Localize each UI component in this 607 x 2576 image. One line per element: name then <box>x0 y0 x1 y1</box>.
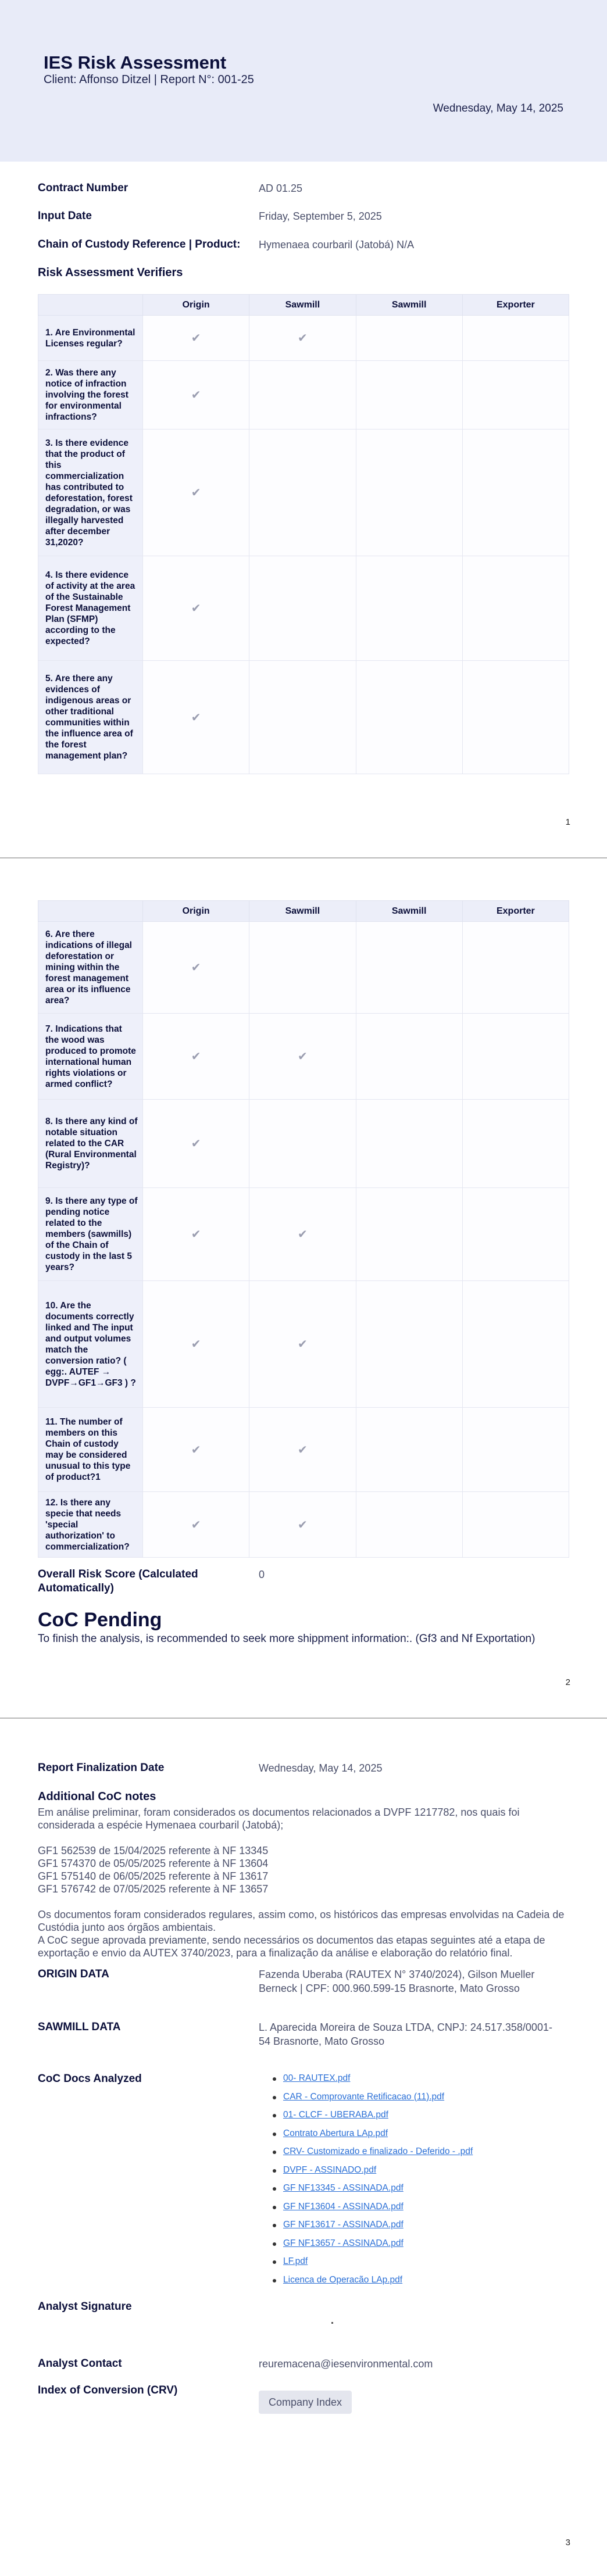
empty-cell <box>249 556 356 661</box>
doc-link[interactable]: GF NF13604 - ASSINADA.pdf <box>283 2201 404 2212</box>
empty-cell <box>356 1492 462 1558</box>
empty-cell <box>249 361 356 430</box>
col-origin: Origin <box>143 295 249 316</box>
check-icon: ✔ <box>143 361 249 430</box>
page-number-1: 1 <box>565 817 570 827</box>
doc-link[interactable]: Contrato Abertura LAp.pdf <box>283 2128 388 2138</box>
empty-cell <box>356 430 462 556</box>
doc-link[interactable]: GF NF13657 - ASSINADA.pdf <box>283 2238 404 2248</box>
question-cell: 4. Is there evidence of activity at the area of the Sustainable Forest Management Plan (SFMP) according to the expected? <box>38 556 143 661</box>
empty-cell <box>356 1100 462 1188</box>
empty-cell <box>356 661 462 774</box>
empty-cell <box>462 1492 569 1558</box>
table-row <box>38 922 569 1014</box>
empty-cell <box>462 556 569 661</box>
table-row <box>38 556 569 661</box>
docs-label: CoC Docs Analyzed <box>38 2073 142 2085</box>
coc-pending-text: To finish the analysis, is recommended to seek more shippment information:. (Gf3 and Nf Exportation) <box>38 1633 535 1645</box>
col-sawmill-2: Sawmill <box>356 901 462 922</box>
finalization-value: Wednesday, May 14, 2025 <box>259 1762 383 1774</box>
col-sawmill-1: Sawmill <box>249 901 356 922</box>
docs-list <box>270 2073 561 2293</box>
check-icon: ✔ <box>249 1188 356 1281</box>
page-number-3: 3 <box>565 2538 570 2548</box>
empty-cell <box>356 1014 462 1100</box>
report-title: IES Risk Assessment <box>44 52 227 73</box>
question-cell: 1. Are Environmental Licenses regular? <box>38 316 143 361</box>
table-row <box>38 1188 569 1281</box>
empty-cell <box>462 1188 569 1281</box>
notes-paragraph-2: Os documentos foram considerados regulares, assim como, os históricos das empresas envolvidas na Cadeia de Custódia junto aos órgãos ambientais. <box>38 1909 565 1933</box>
finalization-label: Report Finalization Date <box>38 1762 165 1774</box>
contact-value: reuremacena@iesenvironmental.com <box>259 2358 433 2370</box>
doc-link[interactable]: CAR - Comprovante Retificacao (11).pdf <box>283 2091 445 2102</box>
doc-link[interactable]: DVPF - ASSINADO.pdf <box>283 2164 377 2175</box>
empty-cell <box>462 1408 569 1492</box>
empty-cell <box>462 430 569 556</box>
table-row <box>38 1100 569 1188</box>
empty-cell <box>249 661 356 774</box>
risk-table-page-2 <box>38 900 569 1558</box>
contract-value: AD 01.25 <box>259 183 303 194</box>
signature-label: Analyst Signature <box>38 2300 132 2313</box>
signature-mark <box>331 2322 333 2324</box>
doc-link[interactable]: 00- RAUTEX.pdf <box>283 2073 351 2083</box>
report-subtitle: Client: Affonso Ditzel | Report N°: 001-25 <box>44 73 254 86</box>
col-sawmill-1: Sawmill <box>249 295 356 316</box>
table-row <box>38 316 569 361</box>
doc-link[interactable]: Licenca de Operacão LAp.pdf <box>283 2274 403 2285</box>
doc-link[interactable]: LF.pdf <box>283 2256 308 2266</box>
list-item <box>270 2238 561 2257</box>
contract-label: Contract Number <box>38 182 128 194</box>
empty-cell <box>356 922 462 1014</box>
table-row <box>38 361 569 430</box>
check-icon: ✔ <box>249 1014 356 1100</box>
table-row <box>38 1281 569 1408</box>
question-cell: 9. Is there any type of pending notice related to the members (sawmills) of the Chain of custody in the last 5 years? <box>38 1188 143 1281</box>
company-index-button[interactable]: Company Index <box>259 2391 352 2414</box>
table-corner <box>38 295 143 316</box>
question-cell: 6. Are there indications of illegal deforestation or mining within the forest management area or its influence area? <box>38 922 143 1014</box>
doc-link[interactable]: CRV- Customizado e finalizado - Deferido - .pdf <box>283 2146 473 2156</box>
question-cell: 10. Are the documents correctly linked and The input and output volumes match the conversion ratio? ( egg:. AUTEF → DVPF→GF1→GF3 ) ? <box>38 1281 143 1408</box>
check-icon: ✔ <box>143 661 249 774</box>
notes-paragraph-1: Em análise preliminar, foram considerados os documentos relacionados a DVPF 1217782, nos quais foi considerada a espécie Hymenaea courbaril (Jatobá); <box>38 1806 520 1831</box>
question-cell: 11. The number of members on this Chain of custody may be considered unusual to this type of product?1 <box>38 1408 143 1492</box>
list-item <box>270 2092 561 2110</box>
check-icon: ✔ <box>143 1188 249 1281</box>
list-item <box>270 2073 561 2092</box>
report-date: Wednesday, May 14, 2025 <box>433 102 563 115</box>
check-icon: ✔ <box>143 1408 249 1492</box>
empty-cell <box>462 1014 569 1100</box>
notes-gf-line: GF1 575140 de 06/05/2025 referente à NF 13617 <box>38 1870 269 1882</box>
table-row <box>38 1492 569 1558</box>
table-row <box>38 430 569 556</box>
empty-cell <box>249 430 356 556</box>
empty-cell <box>462 1100 569 1188</box>
risk-table-page-1 <box>38 294 569 774</box>
report-header <box>0 0 607 162</box>
empty-cell <box>356 1281 462 1408</box>
empty-cell <box>356 556 462 661</box>
empty-cell <box>462 316 569 361</box>
empty-cell <box>249 1100 356 1188</box>
question-cell: 7. Indications that the wood was produced to promote international human rights violations or armed conflict? <box>38 1014 143 1100</box>
risk-score-value: 0 <box>259 1569 265 1580</box>
check-icon: ✔ <box>249 1408 356 1492</box>
empty-cell <box>462 922 569 1014</box>
question-cell: 5. Are there any evidences of indigenous areas or other traditional communities within the influence area of the forest management plan? <box>38 661 143 774</box>
coc-reference-value: Hymenaea courbaril (Jatobá) N/A <box>259 239 415 251</box>
table-row <box>38 661 569 774</box>
sawmill-value: L. Aparecida Moreira de Souza LTDA, CNPJ: 24.517.358/0001-54 Brasnorte, Mato Grosso <box>259 2022 552 2047</box>
sawmill-label: SAWMILL DATA <box>38 2021 121 2033</box>
notes-paragraph-3: A CoC segue aprovada previamente, sendo necessários os documentos das etapas seguintes até a etapa de exportação e envio da AUTEX 3740/2023, para a finalização da análise e elaboração do relatório final. <box>38 1934 545 1959</box>
col-exporter: Exporter <box>462 901 569 922</box>
empty-cell <box>356 361 462 430</box>
notes-gf-line: GF1 574370 de 05/05/2025 referente à NF 13604 <box>38 1858 269 1869</box>
empty-cell <box>462 361 569 430</box>
check-icon: ✔ <box>249 1492 356 1558</box>
list-item <box>270 2165 561 2184</box>
table-corner <box>38 901 143 922</box>
check-icon: ✔ <box>249 316 356 361</box>
list-item <box>270 2183 561 2202</box>
doc-link[interactable]: 01- CLCF - UBERABA.pdf <box>283 2110 388 2120</box>
risk-score-label: Overall Risk Score (Calculated Automatically) <box>38 1568 198 1594</box>
input-date-value: Friday, September 5, 2025 <box>259 210 382 222</box>
coc-reference-label: Chain of Custody Reference | Product: <box>38 238 241 251</box>
list-item <box>270 2202 561 2220</box>
list-item <box>270 2275 561 2294</box>
check-icon: ✔ <box>143 1281 249 1408</box>
check-icon: ✔ <box>143 556 249 661</box>
page-number-2: 2 <box>565 1677 570 1687</box>
list-item <box>270 2146 561 2165</box>
col-sawmill-2: Sawmill <box>356 295 462 316</box>
question-cell: 8. Is there any kind of notable situation related to the CAR (Rural Environmental Registry)? <box>38 1100 143 1188</box>
notes-heading: Additional CoC notes <box>38 1790 156 1803</box>
table-row <box>38 1408 569 1492</box>
notes-gf-line: GF1 576742 de 07/05/2025 referente à NF 13657 <box>38 1883 269 1895</box>
list-item <box>270 2128 561 2147</box>
coc-pending-title: CoC Pending <box>38 1609 162 1631</box>
input-date-label: Input Date <box>38 210 92 222</box>
check-icon: ✔ <box>143 1492 249 1558</box>
empty-cell <box>462 661 569 774</box>
check-icon: ✔ <box>143 1014 249 1100</box>
notes-gf-line: GF1 562539 de 15/04/2025 referente à NF 13345 <box>38 1845 269 1856</box>
col-origin: Origin <box>143 901 249 922</box>
empty-cell <box>356 316 462 361</box>
doc-link[interactable]: GF NF13345 - ASSINADA.pdf <box>283 2183 404 2193</box>
question-cell: 3. Is there evidence that the product of this commercialization has contributed to deforestation, forest degradation, or was illegally harvested after december 31,2020? <box>38 430 143 556</box>
page-divider-2 <box>0 1718 607 1719</box>
check-icon: ✔ <box>143 316 249 361</box>
empty-cell <box>356 1188 462 1281</box>
origin-label: ORIGIN DATA <box>38 1968 109 1980</box>
list-item <box>270 2220 561 2238</box>
crv-label: Index of Conversion (CRV) <box>38 2384 178 2396</box>
col-exporter: Exporter <box>462 295 569 316</box>
list-item <box>270 2256 561 2275</box>
question-cell: 12. Is there any specie that needs 'special authorization' to commercialization? <box>38 1492 143 1558</box>
check-icon: ✔ <box>143 922 249 1014</box>
empty-cell <box>249 922 356 1014</box>
origin-value: Fazenda Uberaba (RAUTEX N° 3740/2024), Gilson Mueller Berneck | CPF: 000.960.599-15 Brasnorte, Mato Grosso <box>259 1969 535 1994</box>
check-icon: ✔ <box>249 1281 356 1408</box>
question-cell: 2. Was there any notice of infraction involving the forest for environmental infractions? <box>38 361 143 430</box>
list-item <box>270 2110 561 2128</box>
table-row <box>38 1014 569 1100</box>
empty-cell <box>462 1281 569 1408</box>
check-icon: ✔ <box>143 430 249 556</box>
contact-label: Analyst Contact <box>38 2357 122 2370</box>
doc-link[interactable]: GF NF13617 - ASSINADA.pdf <box>283 2220 404 2230</box>
check-icon: ✔ <box>143 1100 249 1188</box>
page-divider-1 <box>0 857 607 858</box>
verifiers-heading: Risk Assessment Verifiers <box>38 266 183 279</box>
notes-body <box>38 1806 569 1959</box>
empty-cell <box>356 1408 462 1492</box>
